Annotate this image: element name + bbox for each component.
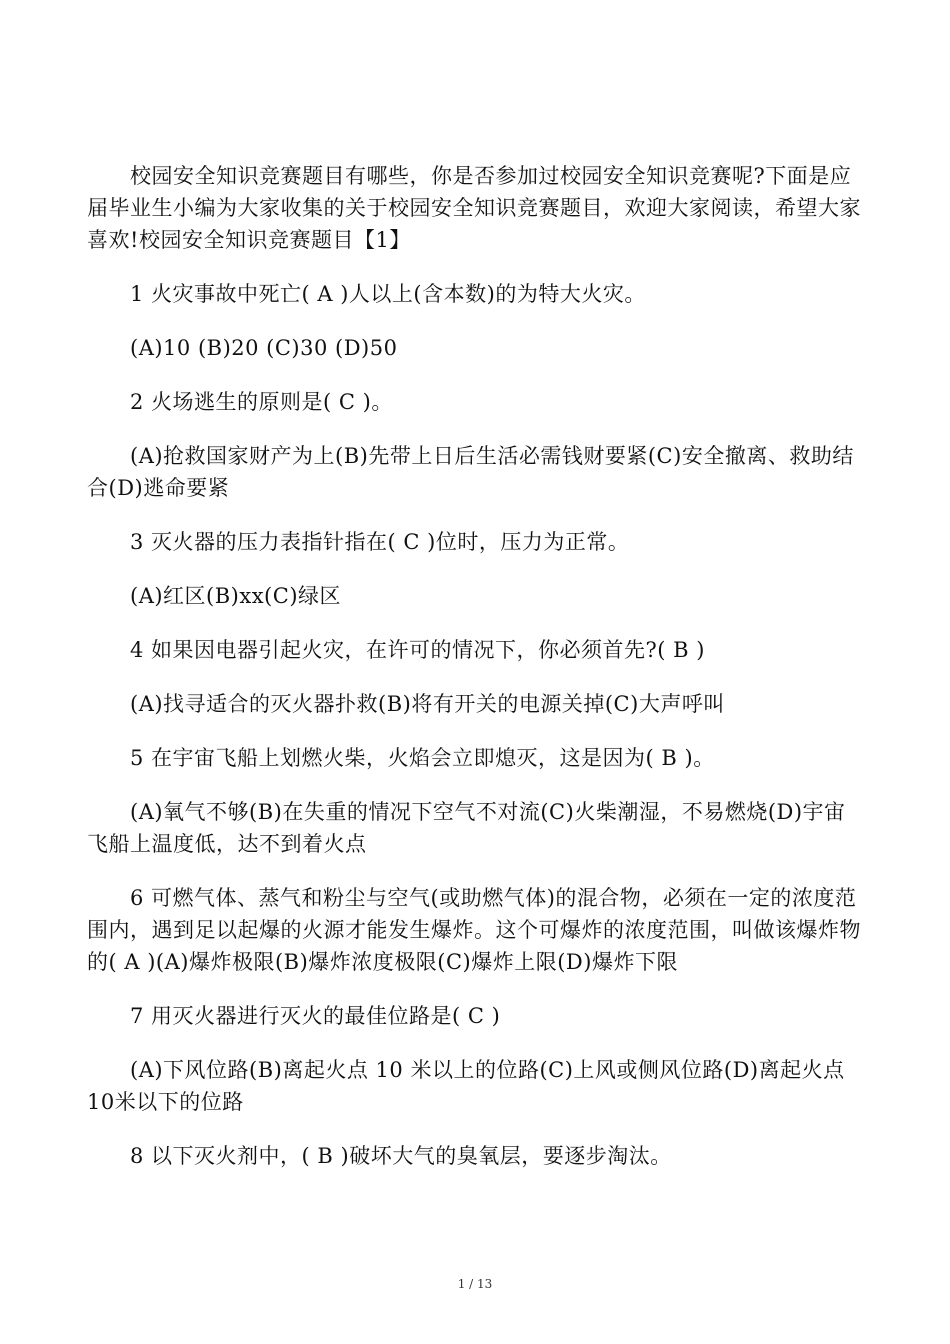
question-1: 1 火灾事故中死亡( A )人以上(含本数)的为特大火灾。: [130, 282, 646, 306]
question-8: 8 以下灭火剂中，( B )破坏大气的臭氧层，要逐步淘汰。: [130, 1144, 672, 1168]
question-3-options: (A)红区(B)xx(C)绿区: [130, 584, 342, 608]
document-body: [87, 160, 865, 1194]
question-6: 6 可燃气体、蒸气和粉尘与空气(或助燃气体)的混合物，必须在一定的浓度范围内，遇到足以起爆的火源才能发生爆炸。这个可爆炸的浓度范围，叫做该爆炸物的( A )(A)爆炸极限(B)爆炸浓度极限(C)爆炸上限(D)爆炸下限: [87, 886, 861, 974]
question-4: 4 如果因电器引起火灾，在许可的情况下，你必须首先?( B ): [130, 638, 705, 662]
question-4-options: (A)找寻适合的灭火器扑救(B)将有开关的电源关掉(C)大声呼叫: [130, 692, 725, 716]
intro-paragraph: 校园安全知识竞赛题目有哪些，你是否参加过校园安全知识竞赛呢?下面是应届毕业生小编为大家收集的关于校园安全知识竞赛题目，欢迎大家阅读，希望大家喜欢!校园安全知识竞赛题目【1】: [87, 164, 861, 252]
page-number: 1 / 13: [457, 1277, 493, 1291]
question-2: 2 火场逃生的原则是( C )。: [130, 390, 393, 414]
question-7-options: (A)下风位路(B)离起火点 10 米以上的位路(C)上风或侧风位路(D)离起火点 10米以下的位路: [87, 1058, 845, 1114]
question-5: 5 在宇宙飞船上划燃火柴，火焰会立即熄灭，这是因为( B )。: [130, 746, 715, 770]
question-3: 3 灭火器的压力表指针指在( C )位时，压力为正常。: [130, 530, 630, 554]
question-5-options: (A)氧气不够(B)在失重的情况下空气不对流(C)火柴潮湿，不易燃烧(D)宇宙飞船上温度低，达不到着火点: [87, 800, 846, 856]
question-7: 7 用灭火器进行灭火的最佳位路是( C ): [130, 1004, 501, 1028]
question-1-options: (A)10 (B)20 (C)30 (D)50: [130, 336, 398, 360]
question-2-options: (A)抢救国家财产为上(B)先带上日后生活必需钱财要紧(C)安全撤离、救助结合(D)逃命要紧: [87, 444, 854, 500]
